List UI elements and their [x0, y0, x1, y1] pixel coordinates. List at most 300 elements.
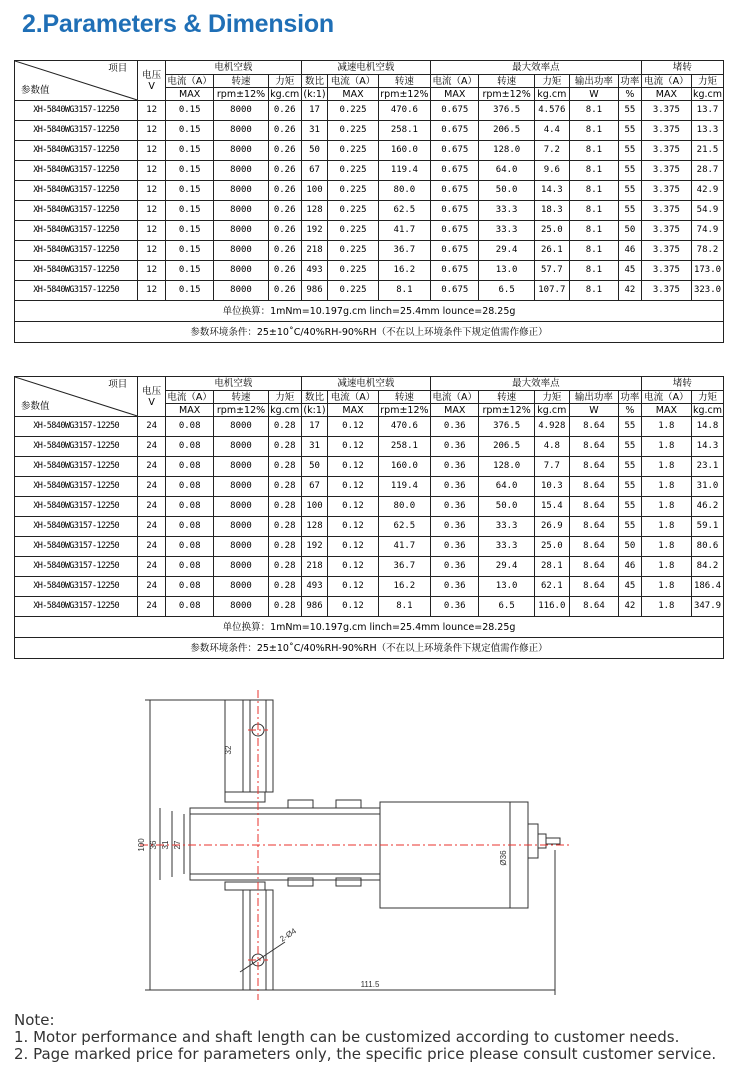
header-power-rate: 功率 [620, 391, 640, 403]
header-current: 电流（A） [432, 391, 477, 403]
table-cell: 64.0 [479, 161, 534, 181]
table-cell: 55 [619, 517, 642, 537]
table-cell: 8000 [214, 437, 268, 457]
header-unit: kg.cm [693, 88, 723, 100]
header-speed: 转速 [479, 75, 534, 88]
table-cell: 62.5 [378, 517, 430, 537]
table-cell: 7.7 [534, 457, 569, 477]
table-cell: 3.375 [641, 101, 691, 121]
table-cell: 160.0 [378, 141, 430, 161]
table-cell: 0.26 [268, 201, 301, 221]
header-current: 电流（A） [641, 391, 691, 404]
header-unit: rpm±12% [479, 88, 534, 101]
table-cell: 128 [301, 517, 328, 537]
table-cell: 12 [138, 261, 166, 281]
table-cell: 0.28 [268, 457, 301, 477]
table-row [15, 457, 724, 477]
table-cell: 0.675 [431, 181, 479, 201]
header-ratio: 数比 [301, 391, 328, 404]
table-cell: 0.26 [268, 141, 301, 161]
model-cell: XH-5840WG3157-12250 [15, 141, 138, 161]
table-cell: 0.675 [431, 161, 479, 181]
table-cell: 31 [301, 121, 328, 141]
table-cell: 55 [619, 181, 642, 201]
spec-table-24v [14, 376, 724, 659]
note-line-1: 1. Motor performance and shaft length can be customized according to customer needs. [14, 1028, 680, 1046]
table-cell: 13.3 [692, 121, 724, 141]
header-unit: (k:1) [301, 88, 328, 101]
table-cell: 0.675 [431, 261, 479, 281]
table-cell: 1.8 [641, 417, 691, 437]
table-cell: 24 [138, 457, 166, 477]
header-unit: % [619, 404, 642, 417]
table-cell: 192 [301, 221, 328, 241]
model-cell: XH-5840WG3157-12250 [15, 241, 138, 261]
header-torque: 力矩 [692, 75, 724, 88]
table-cell: 0.15 [166, 121, 214, 141]
table-cell: 470.6 [378, 417, 430, 437]
table-cell: 55 [619, 417, 642, 437]
table-cell: 0.225 [328, 101, 378, 121]
header-unit: kg.cm [534, 88, 569, 101]
table-cell: 0.675 [431, 121, 479, 141]
dimension-drawing [100, 690, 600, 1005]
table-cell: 0.26 [268, 121, 301, 141]
table-cell: 8000 [214, 261, 268, 281]
dim-36: 36 [149, 840, 158, 850]
table-row [15, 141, 724, 161]
table-cell: 0.12 [328, 517, 378, 537]
table-cell: 0.28 [268, 437, 301, 457]
table-cell: 0.12 [328, 417, 378, 437]
table-cell: 376.5 [479, 417, 534, 437]
table-cell: 57.7 [534, 261, 569, 281]
table-cell: 8000 [214, 417, 268, 437]
table-cell: 119.4 [378, 161, 430, 181]
header-motor-noload: 电机空载 [166, 377, 302, 391]
model-cell: XH-5840WG3157-12250 [15, 437, 138, 457]
table-cell: 26.9 [534, 517, 569, 537]
table-cell: 23.1 [692, 457, 724, 477]
table-cell: 3.375 [641, 241, 691, 261]
table-row [15, 101, 724, 121]
table-cell: 128.0 [479, 457, 534, 477]
table-cell: 116.0 [534, 597, 569, 617]
table-row [15, 417, 724, 437]
table-cell: 28.7 [692, 161, 724, 181]
header-corner-cell [15, 377, 138, 417]
table-cell: 0.12 [328, 577, 378, 597]
header-unit: MAX [328, 88, 378, 101]
table-cell: 1.8 [641, 517, 691, 537]
gearbox-body [190, 808, 380, 880]
table-cell: 6.5 [479, 597, 534, 617]
table-cell: 0.675 [431, 281, 479, 301]
table-cell: 55 [619, 497, 642, 517]
table-cell: 12 [138, 181, 166, 201]
table-cell: 0.08 [166, 497, 214, 517]
table-cell: 36.7 [378, 557, 430, 577]
table-cell: 24 [138, 557, 166, 577]
table-cell: 0.675 [431, 221, 479, 241]
header-voltage: 电压 V [138, 377, 166, 417]
table-cell: 0.225 [328, 201, 378, 221]
table-cell: 8.64 [569, 437, 618, 457]
header-unit: kg.cm [270, 88, 300, 100]
table-cell: 17 [301, 101, 328, 121]
table-cell: 8.64 [569, 577, 618, 597]
table-cell: 33.3 [479, 537, 534, 557]
table-cell: 8.64 [569, 517, 618, 537]
table-cell: 8.64 [569, 557, 618, 577]
table-cell: 0.28 [268, 417, 301, 437]
table-cell: 8.64 [569, 537, 618, 557]
table-cell: 13.7 [692, 101, 724, 121]
table-row [15, 161, 724, 181]
table-cell: 36.7 [378, 241, 430, 261]
table-cell: 50.0 [479, 497, 534, 517]
table-cell: 8.1 [569, 201, 618, 221]
header-speed: 转速 [378, 391, 430, 404]
table-cell: 1.8 [641, 437, 691, 457]
table-cell: 8000 [214, 141, 268, 161]
table-cell: 8000 [214, 477, 268, 497]
table-cell: 986 [301, 597, 328, 617]
table-cell: 0.36 [431, 417, 479, 437]
header-unit: kg.cm [534, 404, 569, 417]
table-cell: 21.5 [692, 141, 724, 161]
table-cell: 0.26 [268, 101, 301, 121]
header-current: 电流（A） [432, 75, 477, 87]
table-row [15, 241, 724, 261]
table-cell: 0.36 [431, 477, 479, 497]
table-cell: 8000 [214, 101, 268, 121]
header-param-label: 参数值 [21, 85, 50, 96]
table-cell: 160.0 [378, 457, 430, 477]
table-cell: 0.28 [268, 497, 301, 517]
model-cell: XH-5840WG3157-12250 [15, 577, 138, 597]
header-torque: 力矩 [268, 391, 301, 404]
table-cell: 1.8 [641, 577, 691, 597]
table-cell: 173.0 [692, 261, 724, 281]
table-cell: 12 [138, 221, 166, 241]
table-cell: 0.15 [166, 281, 214, 301]
table-cell: 0.28 [268, 577, 301, 597]
table-cell: 29.4 [479, 557, 534, 577]
table-cell: 8000 [214, 121, 268, 141]
table-cell: 493 [301, 577, 328, 597]
table-cell: 0.26 [268, 221, 301, 241]
table-row [15, 517, 724, 537]
table-cell: 50.0 [479, 181, 534, 201]
header-current: 电流（A） [167, 75, 212, 87]
table-cell: 0.36 [431, 497, 479, 517]
table-cell: 24 [138, 477, 166, 497]
header-speed: 转速 [214, 75, 268, 88]
table-cell: 55 [619, 121, 642, 141]
table-cell: 15.4 [534, 497, 569, 517]
table-cell: 0.26 [268, 261, 301, 281]
table-row [15, 121, 724, 141]
table-cell: 45 [619, 577, 642, 597]
header-output-power: 输出功率 [569, 391, 618, 404]
header-unit: MAX [166, 404, 214, 417]
table-cell: 206.5 [479, 437, 534, 457]
table-cell: 206.5 [479, 121, 534, 141]
table-cell: 67 [301, 477, 328, 497]
table-cell: 24 [138, 517, 166, 537]
model-cell: XH-5840WG3157-12250 [15, 281, 138, 301]
model-cell: XH-5840WG3157-12250 [15, 537, 138, 557]
table-cell: 0.12 [328, 597, 378, 617]
table-cell: 107.7 [534, 281, 569, 301]
table-cell: 8.64 [569, 497, 618, 517]
table-cell: 0.12 [328, 477, 378, 497]
table-cell: 8000 [214, 457, 268, 477]
table-cell: 3.375 [641, 221, 691, 241]
table-cell: 12 [138, 141, 166, 161]
table-cell: 986 [301, 281, 328, 301]
table-cell: 8.1 [569, 241, 618, 261]
table-row [15, 221, 724, 241]
spec-table-12v [14, 60, 724, 343]
table-cell: 12 [138, 241, 166, 261]
table-row [15, 437, 724, 457]
table-cell: 0.36 [431, 517, 479, 537]
table-cell: 0.28 [268, 477, 301, 497]
table-cell: 67 [301, 161, 328, 181]
header-speed: 转速 [378, 75, 430, 88]
table-cell: 0.08 [166, 437, 214, 457]
table-cell: 45 [619, 261, 642, 281]
table-cell: 14.3 [692, 437, 724, 457]
model-cell: XH-5840WG3157-12250 [15, 181, 138, 201]
header-param-label: 参数值 [21, 401, 50, 412]
header-torque: 力矩 [692, 391, 724, 404]
table-cell: 55 [619, 101, 642, 121]
table-cell: 80.0 [378, 181, 430, 201]
header-gear-noload: 减速电机空载 [301, 377, 430, 391]
table-cell: 0.08 [166, 557, 214, 577]
table-cell: 0.36 [431, 557, 479, 577]
table-cell: 6.5 [479, 281, 534, 301]
table-cell: 0.15 [166, 221, 214, 241]
header-stall: 堵转 [641, 377, 723, 391]
model-cell: XH-5840WG3157-12250 [15, 597, 138, 617]
table-cell: 258.1 [378, 437, 430, 457]
table-cell: 42.9 [692, 181, 724, 201]
model-cell: XH-5840WG3157-12250 [15, 121, 138, 141]
header-unit: kg.cm [270, 404, 300, 416]
table-cell: 24 [138, 537, 166, 557]
header-unit: rpm±12% [378, 88, 430, 101]
table-cell: 0.36 [431, 457, 479, 477]
table-cell: 0.675 [431, 141, 479, 161]
table-cell: 8000 [214, 557, 268, 577]
table-cell: 33.3 [479, 201, 534, 221]
header-item-label: 项目 [108, 379, 128, 390]
table-cell: 258.1 [378, 121, 430, 141]
table-cell: 8000 [214, 281, 268, 301]
header-speed: 转速 [479, 391, 534, 404]
table-cell: 0.225 [328, 261, 378, 281]
table-cell: 0.15 [166, 181, 214, 201]
model-cell: XH-5840WG3157-12250 [15, 517, 138, 537]
table-cell: 0.08 [166, 537, 214, 557]
header-unit: W [569, 88, 618, 101]
table-cell: 0.26 [268, 181, 301, 201]
unit-conversion-note: 单位换算：1mNm=10.197g.cm linch=25.4mm lounce=28.25g [15, 301, 724, 322]
header-unit: rpm±12% [214, 88, 268, 101]
table-row [15, 597, 724, 617]
model-cell: XH-5840WG3157-12250 [15, 417, 138, 437]
table-cell: 3.375 [641, 141, 691, 161]
table-cell: 24 [138, 417, 166, 437]
header-unit: MAX [166, 88, 214, 101]
header-voltage: 电压 V [138, 61, 166, 101]
table-cell: 0.225 [328, 241, 378, 261]
table-cell: 8.64 [569, 417, 618, 437]
table-cell: 4.8 [534, 437, 569, 457]
header-unit: (k:1) [301, 404, 328, 417]
header-max-efficiency: 最大效率点 [431, 61, 642, 75]
table-cell: 1.8 [641, 557, 691, 577]
header-unit: MAX [641, 404, 691, 417]
table-cell: 28.1 [534, 557, 569, 577]
table-cell: 14.3 [534, 181, 569, 201]
table-cell: 0.675 [431, 201, 479, 221]
header-output-power: 输出功率 [569, 75, 618, 88]
table-cell: 4.576 [534, 101, 569, 121]
table-cell: 0.26 [268, 281, 301, 301]
table-cell: 8000 [214, 517, 268, 537]
table-cell: 128.0 [479, 141, 534, 161]
table-cell: 17 [301, 417, 328, 437]
header-unit: MAX [641, 88, 691, 101]
table-cell: 33.3 [479, 221, 534, 241]
header-torque: 力矩 [268, 75, 301, 88]
model-cell: XH-5840WG3157-12250 [15, 557, 138, 577]
table-cell: 8.1 [569, 261, 618, 281]
table-cell: 0.28 [268, 597, 301, 617]
table-cell: 0.15 [166, 101, 214, 121]
header-corner-cell [15, 61, 138, 101]
table-cell: 55 [619, 457, 642, 477]
header-unit: kg.cm [693, 404, 723, 416]
table-cell: 470.6 [378, 101, 430, 121]
table-cell: 59.1 [692, 517, 724, 537]
table-cell: 16.2 [378, 261, 430, 281]
header-unit: rpm±12% [479, 404, 534, 417]
table-cell: 8.64 [569, 477, 618, 497]
table-cell: 80.6 [692, 537, 724, 557]
table-cell: 0.15 [166, 241, 214, 261]
header-unit: W [569, 404, 618, 417]
table-cell: 55 [619, 141, 642, 161]
table-cell: 0.225 [328, 221, 378, 241]
table-cell: 323.0 [692, 281, 724, 301]
table-row [15, 201, 724, 221]
table-cell: 0.675 [431, 241, 479, 261]
table-cell: 29.4 [479, 241, 534, 261]
table-cell: 128 [301, 201, 328, 221]
table-cell: 12 [138, 101, 166, 121]
table-cell: 0.08 [166, 457, 214, 477]
table-cell: 100 [301, 497, 328, 517]
table-cell: 13.0 [479, 261, 534, 281]
table-cell: 1.8 [641, 597, 691, 617]
table-cell: 62.1 [534, 577, 569, 597]
environment-note: 参数环境条件：25±10˚C/40%RH-90%RH（不在以上环境条件下规定值需作修正） [15, 322, 724, 343]
dim-27: 27 [173, 840, 182, 850]
table-cell: 0.08 [166, 577, 214, 597]
table-cell: 8.1 [569, 141, 618, 161]
table-cell: 33.3 [479, 517, 534, 537]
header-unit: MAX [431, 404, 479, 417]
table-cell: 55 [619, 437, 642, 457]
table-cell: 3.375 [641, 201, 691, 221]
table-cell: 347.9 [692, 597, 724, 617]
table-cell: 0.28 [268, 537, 301, 557]
header-speed: 转速 [214, 391, 268, 404]
table-cell: 55 [619, 161, 642, 181]
table-row [15, 181, 724, 201]
table-cell: 0.28 [268, 517, 301, 537]
table-cell: 0.15 [166, 261, 214, 281]
unit-conversion-note: 单位换算：1mNm=10.197g.cm linch=25.4mm lounce=28.25g [15, 617, 724, 638]
dim-31: 31 [161, 840, 170, 850]
table-cell: 3.375 [641, 161, 691, 181]
model-cell: XH-5840WG3157-12250 [15, 101, 138, 121]
header-item-label: 项目 [108, 63, 128, 74]
table-cell: 0.12 [328, 457, 378, 477]
header-current: 电流（A） [641, 75, 691, 88]
table-cell: 0.12 [328, 437, 378, 457]
table-cell: 7.2 [534, 141, 569, 161]
table-cell: 0.08 [166, 477, 214, 497]
table-cell: 8.1 [569, 181, 618, 201]
table-cell: 119.4 [378, 477, 430, 497]
note-line-2: 2. Page marked price for parameters only, the specific price please consult customer service. [14, 1045, 717, 1063]
table-cell: 13.0 [479, 577, 534, 597]
table-cell: 376.5 [479, 101, 534, 121]
table-cell: 46.2 [692, 497, 724, 517]
table-cell: 50 [301, 457, 328, 477]
model-cell: XH-5840WG3157-12250 [15, 477, 138, 497]
table-cell: 0.26 [268, 161, 301, 181]
table-cell: 0.36 [431, 437, 479, 457]
table-cell: 31 [301, 437, 328, 457]
header-current: 电流（A） [328, 391, 378, 404]
header-unit: rpm±12% [378, 404, 430, 417]
table-cell: 12 [138, 281, 166, 301]
table-cell: 0.15 [166, 201, 214, 221]
model-cell: XH-5840WG3157-12250 [15, 457, 138, 477]
header-torque: 力矩 [534, 391, 569, 404]
header-current: 电流（A） [328, 75, 378, 88]
dim-shaft-length: 32 [224, 745, 233, 755]
table-cell: 50 [301, 141, 328, 161]
table-cell: 3.375 [641, 281, 691, 301]
table-cell: 24 [138, 597, 166, 617]
table-cell: 8000 [214, 161, 268, 181]
table-cell: 0.225 [328, 141, 378, 161]
table-cell: 12 [138, 121, 166, 141]
table-cell: 0.675 [431, 101, 479, 121]
table-cell: 12 [138, 161, 166, 181]
table-row [15, 261, 724, 281]
table-cell: 8.1 [569, 161, 618, 181]
